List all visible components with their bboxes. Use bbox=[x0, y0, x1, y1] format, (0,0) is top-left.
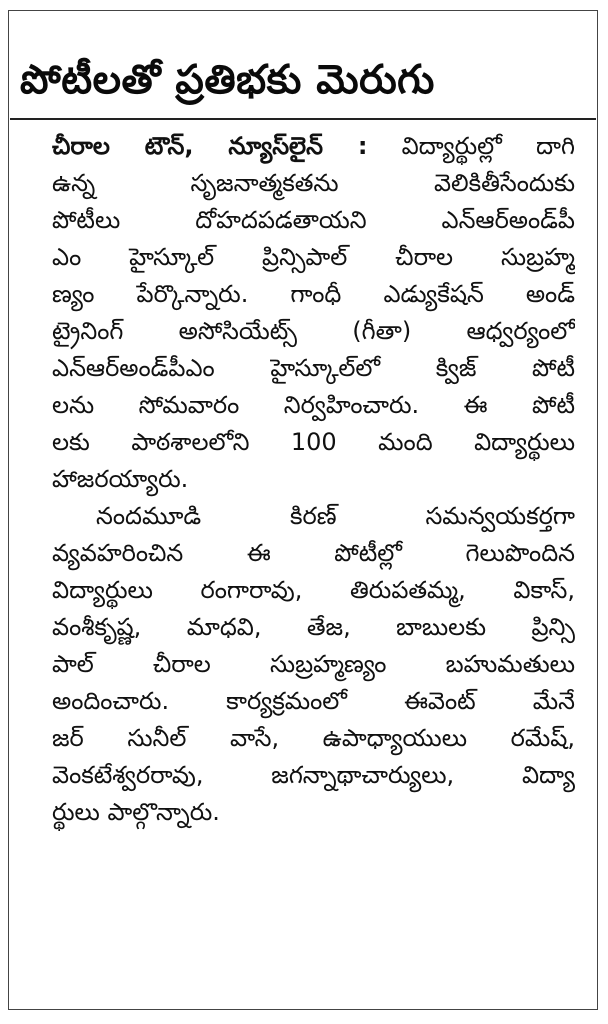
article-line-5: ణ్యం పేర్కొన్నారు. గాంధీ ఎడ్యుకేషన్ అండ్ bbox=[52, 280, 575, 308]
article-line-14: వంశీకృష్ణ, మాధవి, తేజ, బాబులకు ప్రిన్సి bbox=[52, 613, 575, 641]
article-line-12: వ్యవహరించిన ఈ పోటీల్లో గెలుపొందిన bbox=[52, 539, 575, 567]
article-line-17: జర్ సునీల్ వాసే, ఉపాధ్యాయులు రమేష్, bbox=[52, 724, 575, 752]
article-line-15: పాల్ చీరాల సుబ్రహ్మణ్యం బహుమతులు bbox=[52, 650, 575, 678]
headline-divider bbox=[10, 118, 596, 120]
article-line-1-text: విద్యార్థుల్లో దాగి bbox=[401, 132, 575, 160]
article-line-13: విద్యార్థులు రంగారావు, తిరుపతమ్మ, వికాస్, bbox=[52, 576, 575, 604]
article-line-16: అందించారు. కార్యక్రమంలో ఈవెంట్ మేనే bbox=[52, 687, 575, 715]
headline: పోటీలతో ప్రతిభకు మెరుగు bbox=[20, 57, 435, 103]
dateline: చీరాల టౌన్, న్యూస్‌లైన్ : bbox=[52, 132, 368, 160]
article-line-11: నందమూడి కిరణ్ సమన్వయకర్తగా bbox=[96, 502, 575, 530]
article-line-7: ఎన్ఆర్అండ్‌పీఎం హైస్కూల్‌లో క్విజ్ పోటీ bbox=[52, 354, 575, 382]
article-line-2: ఉన్న సృజనాత్మకతను వెలికితీసేందుకు bbox=[52, 169, 575, 197]
article-line-6: ట్రైనింగ్ అసోసియేట్స్ (గీతా) ఆధ్వర్యంలో bbox=[52, 317, 575, 345]
article-body bbox=[52, 128, 575, 831]
article-line-19: ర్థులు పాల్గొన్నారు. bbox=[52, 798, 220, 826]
article-line-8: లను సోమవారం నిర్వహించారు. ఈ పోటీ bbox=[52, 391, 575, 419]
article-line-4: ఎం హైస్కూల్ ప్రిన్సిపాల్ చీరాల సుబ్రహ్మ bbox=[52, 243, 575, 271]
article-line-10: హాజరయ్యారు. bbox=[52, 465, 189, 493]
article-line-3: పోటీలు దోహదపడతాయని ఎన్ఆర్అండ్‌పీ bbox=[52, 206, 575, 234]
article-line-18: వెంకటేశ్వరరావు, జగన్నాథాచార్యులు, విద్యా bbox=[52, 761, 575, 789]
article-line-9: లకు పాఠశాలలోని 100 మంది విద్యార్థులు bbox=[52, 428, 575, 456]
article-line-1 bbox=[52, 128, 575, 165]
